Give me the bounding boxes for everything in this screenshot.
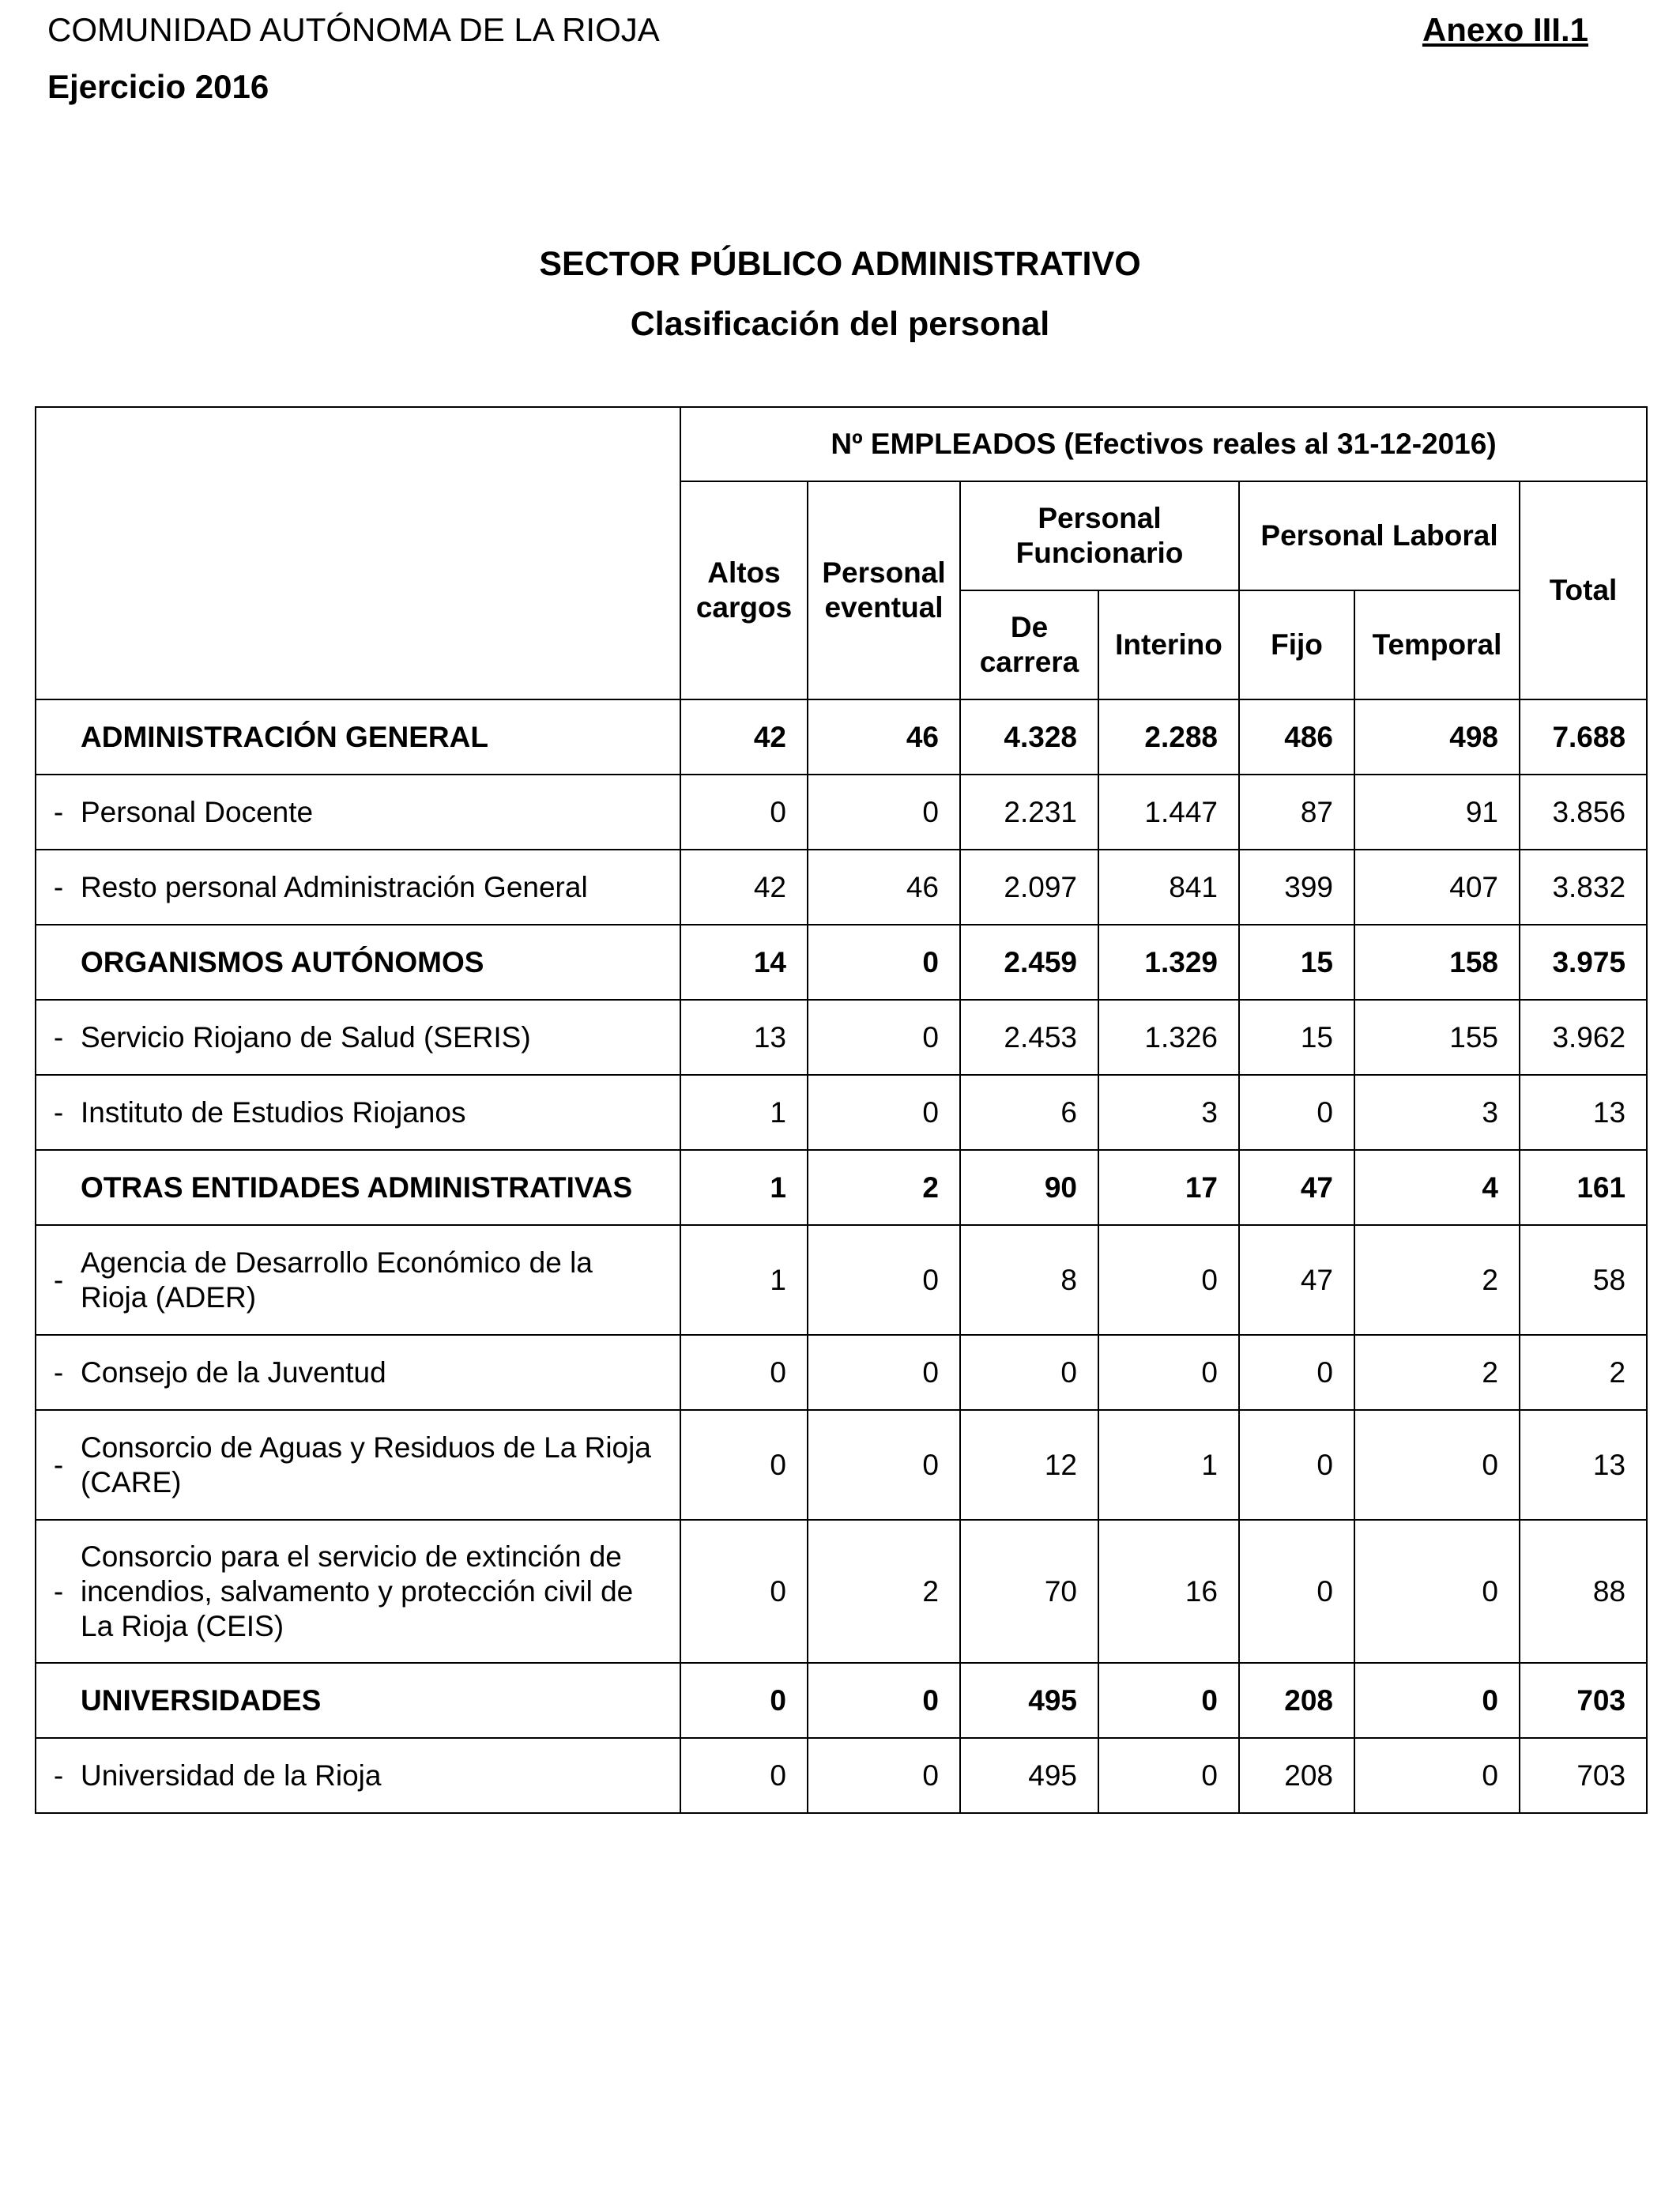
col-personal-eventual: Personal eventual (808, 481, 960, 699)
cell-de-carrera: 2.097 (960, 850, 1098, 925)
cell-de-carrera: 2.459 (960, 925, 1098, 1000)
cell-fijo: 399 (1239, 850, 1354, 925)
table-row (36, 1663, 1647, 1738)
cell-temporal: 0 (1354, 1663, 1520, 1738)
cell-temporal: 0 (1354, 1738, 1520, 1813)
table-row (36, 1335, 1647, 1410)
cell-altos-cargos: 42 (680, 699, 808, 775)
row-label (36, 699, 680, 775)
row-bullet: - (53, 1448, 64, 1481)
cell-personal-eventual: 46 (808, 699, 960, 775)
col-personal-funcionario: Personal Funcionario (960, 481, 1239, 590)
cell-fijo: 208 (1239, 1738, 1354, 1813)
cell-de-carrera: 2.453 (960, 1000, 1098, 1075)
fiscal-year: Ejercicio 2016 (47, 68, 269, 105)
cell-temporal: 407 (1354, 850, 1520, 925)
cell-altos-cargos: 0 (680, 1335, 808, 1410)
cell-altos-cargos: 13 (680, 1000, 808, 1075)
row-bullet: - (53, 795, 64, 828)
cell-interino: 0 (1098, 1335, 1239, 1410)
cell-de-carrera: 6 (960, 1075, 1098, 1150)
row-label-text: Agencia de Desarrollo Económico de la Rioja (ADER) (81, 1246, 593, 1314)
row-label-text: ORGANISMOS AUTÓNOMOS (81, 945, 484, 978)
cell-temporal: 4 (1354, 1150, 1520, 1225)
cell-total: 7.688 (1520, 699, 1647, 775)
table-row (36, 1075, 1647, 1150)
cell-personal-eventual: 46 (808, 850, 960, 925)
row-label-text: Consejo de la Juventud (81, 1355, 386, 1389)
col-fijo: Fijo (1239, 590, 1354, 699)
cell-personal-eventual: 0 (808, 1075, 960, 1150)
row-label (36, 1738, 680, 1813)
cell-fijo: 486 (1239, 699, 1354, 775)
table-row (36, 1520, 1647, 1663)
cell-total: 3.962 (1520, 1000, 1647, 1075)
cell-total: 3.975 (1520, 925, 1647, 1000)
row-label-text: ADMINISTRACIÓN GENERAL (81, 720, 488, 753)
cell-personal-eventual: 0 (808, 1225, 960, 1335)
table-row (36, 1225, 1647, 1335)
cell-fijo: 47 (1239, 1150, 1354, 1225)
cell-fijo: 208 (1239, 1663, 1354, 1738)
cell-altos-cargos: 1 (680, 1075, 808, 1150)
cell-total: 3.856 (1520, 775, 1647, 850)
table-row (36, 1000, 1647, 1075)
col-interino: Interino (1098, 590, 1239, 699)
table-row (36, 775, 1647, 850)
cell-interino: 841 (1098, 850, 1239, 925)
cell-de-carrera: 8 (960, 1225, 1098, 1335)
row-bullet: - (53, 1759, 64, 1792)
cell-de-carrera: 70 (960, 1520, 1098, 1663)
annex-reference: Anexo III.1 (1422, 11, 1588, 48)
row-bullet: - (53, 1355, 64, 1389)
row-label (36, 1520, 680, 1663)
cell-interino: 1 (1098, 1410, 1239, 1520)
cell-interino: 2.288 (1098, 699, 1239, 775)
cell-total: 703 (1520, 1663, 1647, 1738)
cell-personal-eventual: 0 (808, 1000, 960, 1075)
cell-personal-eventual: 0 (808, 1335, 960, 1410)
cell-personal-eventual: 0 (808, 775, 960, 850)
cell-altos-cargos: 1 (680, 1150, 808, 1225)
cell-de-carrera: 495 (960, 1663, 1098, 1738)
cell-altos-cargos: 42 (680, 850, 808, 925)
row-label-text: Instituto de Estudios Riojanos (81, 1095, 466, 1129)
row-label-text: Universidad de la Rioja (81, 1759, 382, 1792)
col-total: Total (1520, 481, 1647, 699)
row-label-header (36, 407, 680, 699)
cell-total: 161 (1520, 1150, 1647, 1225)
cell-altos-cargos: 0 (680, 1410, 808, 1520)
cell-altos-cargos: 0 (680, 1520, 808, 1663)
cell-altos-cargos: 1 (680, 1225, 808, 1335)
cell-interino: 3 (1098, 1075, 1239, 1150)
row-bullet: - (53, 1574, 64, 1608)
cell-fijo: 0 (1239, 1335, 1354, 1410)
cell-total: 2 (1520, 1335, 1647, 1410)
organization-name: COMUNIDAD AUTÓNOMA DE LA RIOJA (47, 11, 660, 48)
row-label (36, 1663, 680, 1738)
cell-de-carrera: 2.231 (960, 775, 1098, 850)
cell-temporal: 0 (1354, 1520, 1520, 1663)
cell-altos-cargos: 0 (680, 1663, 808, 1738)
table-row (36, 925, 1647, 1000)
row-bullet: - (53, 870, 64, 903)
cell-temporal: 2 (1354, 1335, 1520, 1410)
cell-total: 13 (1520, 1075, 1647, 1150)
col-personal-laboral: Personal Laboral (1239, 481, 1520, 590)
cell-temporal: 155 (1354, 1000, 1520, 1075)
cell-interino: 0 (1098, 1225, 1239, 1335)
cell-temporal: 158 (1354, 925, 1520, 1000)
row-label-text: Resto personal Administración General (81, 870, 588, 903)
cell-fijo: 0 (1239, 1075, 1354, 1150)
row-label-text: UNIVERSIDADES (81, 1683, 322, 1717)
cell-interino: 1.447 (1098, 775, 1239, 850)
cell-total: 88 (1520, 1520, 1647, 1663)
personnel-table (35, 406, 1648, 1814)
row-bullet: - (53, 1095, 64, 1129)
row-label (36, 1335, 680, 1410)
col-temporal: Temporal (1354, 590, 1520, 699)
cell-altos-cargos: 0 (680, 775, 808, 850)
row-label-text: OTRAS ENTIDADES ADMINISTRATIVAS (81, 1171, 633, 1204)
cell-interino: 1.326 (1098, 1000, 1239, 1075)
cell-interino: 0 (1098, 1738, 1239, 1813)
cell-interino: 17 (1098, 1150, 1239, 1225)
col-altos-cargos: Altos cargos (680, 481, 808, 699)
cell-de-carrera: 495 (960, 1738, 1098, 1813)
cell-temporal: 3 (1354, 1075, 1520, 1150)
row-label (36, 1000, 680, 1075)
row-label (36, 850, 680, 925)
cell-fijo: 15 (1239, 1000, 1354, 1075)
table-row (36, 850, 1647, 925)
cell-fijo: 15 (1239, 925, 1354, 1000)
cell-personal-eventual: 0 (808, 1663, 960, 1738)
cell-temporal: 2 (1354, 1225, 1520, 1335)
cell-total: 703 (1520, 1738, 1647, 1813)
row-label (36, 1225, 680, 1335)
cell-personal-eventual: 2 (808, 1150, 960, 1225)
cell-temporal: 0 (1354, 1410, 1520, 1520)
employees-group-header: Nº EMPLEADOS (Efectivos reales al 31-12-2016) (680, 407, 1647, 481)
row-label-text: Servicio Riojano de Salud (SERIS) (81, 1020, 531, 1054)
row-bullet: - (53, 1263, 64, 1296)
document-title: SECTOR PÚBLICO ADMINISTRATIVO (539, 245, 1141, 283)
cell-interino: 0 (1098, 1663, 1239, 1738)
table-row (36, 1738, 1647, 1813)
row-label (36, 1410, 680, 1520)
row-label (36, 1150, 680, 1225)
table-row (36, 1410, 1647, 1520)
cell-interino: 1.329 (1098, 925, 1239, 1000)
row-bullet: - (53, 1020, 64, 1054)
cell-personal-eventual: 0 (808, 1738, 960, 1813)
cell-altos-cargos: 14 (680, 925, 808, 1000)
cell-fijo: 0 (1239, 1410, 1354, 1520)
cell-de-carrera: 4.328 (960, 699, 1098, 775)
cell-temporal: 498 (1354, 699, 1520, 775)
cell-de-carrera: 12 (960, 1410, 1098, 1520)
cell-fijo: 47 (1239, 1225, 1354, 1335)
row-label-text: Consorcio para el servicio de extinción de incendios, salvamento y protección civil de La Rioja (CEIS) (81, 1540, 634, 1642)
cell-altos-cargos: 0 (680, 1738, 808, 1813)
row-label (36, 1075, 680, 1150)
cell-total: 3.832 (1520, 850, 1647, 925)
cell-de-carrera: 0 (960, 1335, 1098, 1410)
cell-personal-eventual: 2 (808, 1520, 960, 1663)
col-de-carrera: De carrera (960, 590, 1098, 699)
cell-fijo: 87 (1239, 775, 1354, 850)
cell-personal-eventual: 0 (808, 1410, 960, 1520)
table-row (36, 1150, 1647, 1225)
cell-total: 13 (1520, 1410, 1647, 1520)
cell-personal-eventual: 0 (808, 925, 960, 1000)
row-label (36, 775, 680, 850)
row-label-text: Personal Docente (81, 795, 314, 828)
cell-temporal: 91 (1354, 775, 1520, 850)
document-subtitle: Clasificación del personal (630, 305, 1050, 343)
cell-total: 58 (1520, 1225, 1647, 1335)
cell-interino: 16 (1098, 1520, 1239, 1663)
cell-fijo: 0 (1239, 1520, 1354, 1663)
cell-de-carrera: 90 (960, 1150, 1098, 1225)
row-label-text: Consorcio de Aguas y Residuos de La Rioja (CARE) (81, 1431, 651, 1498)
table-row (36, 699, 1647, 775)
row-label (36, 925, 680, 1000)
